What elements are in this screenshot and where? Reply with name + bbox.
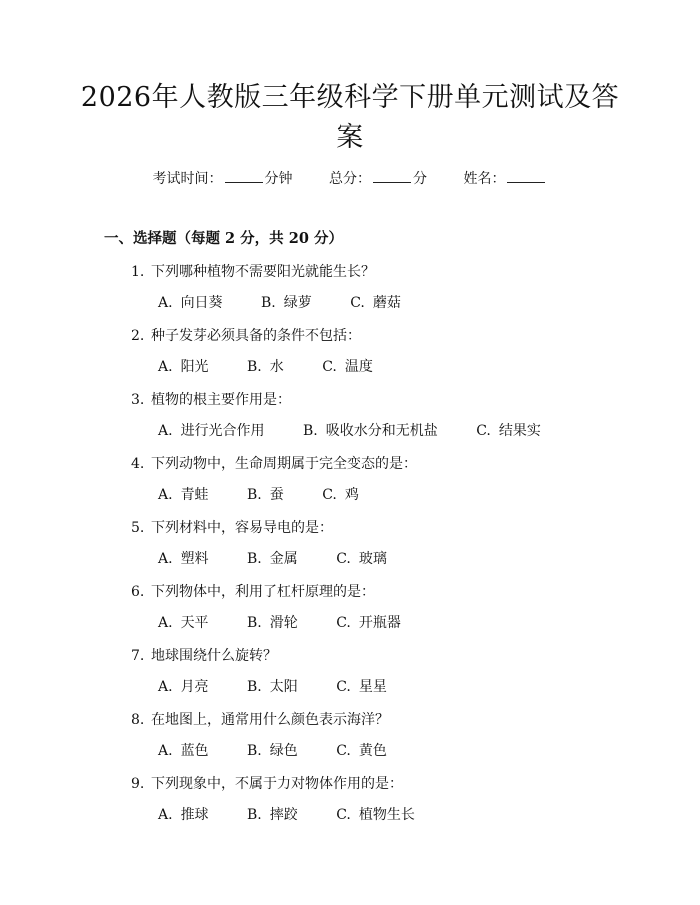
option-letter: C. — [350, 295, 365, 311]
option-a[interactable] — [158, 293, 223, 313]
option-c[interactable] — [336, 613, 401, 633]
question-list — [0, 262, 700, 838]
question-stem — [131, 710, 389, 730]
question-options — [158, 613, 435, 633]
option-b[interactable] — [247, 741, 298, 761]
option-b[interactable] — [261, 293, 312, 313]
option-letter: A. — [158, 615, 173, 631]
option-letter: A. — [158, 423, 173, 439]
option-letter: B. — [247, 551, 262, 567]
question-item — [0, 646, 700, 710]
option-text: 进行光合作用 — [180, 423, 265, 439]
option-b[interactable] — [247, 677, 298, 697]
option-a[interactable] — [158, 741, 209, 761]
option-b[interactable] — [247, 357, 284, 377]
question-number: 4. — [131, 456, 145, 472]
question-text: 下列哪种植物不需要阳光就能生长？ — [151, 264, 375, 280]
option-text: 金属 — [269, 551, 298, 567]
option-text: 太阳 — [269, 679, 298, 695]
option-letter: A. — [158, 359, 173, 375]
option-letter: A. — [158, 743, 173, 759]
question-number: 6. — [131, 584, 145, 600]
total-score-label: 总分： — [329, 171, 371, 187]
question-options — [158, 805, 449, 825]
question-item — [0, 710, 700, 774]
question-stem — [131, 774, 403, 794]
option-a[interactable] — [158, 485, 209, 505]
question-stem — [131, 454, 417, 474]
option-letter: C. — [322, 359, 337, 375]
option-text: 天平 — [180, 615, 209, 631]
question-options — [158, 549, 421, 569]
total-score — [329, 168, 427, 189]
option-letter: A. — [158, 295, 173, 311]
option-text: 月亮 — [180, 679, 209, 695]
option-text: 青蛙 — [180, 487, 209, 503]
question-stem — [131, 326, 361, 346]
option-letter: C. — [336, 615, 351, 631]
question-text: 下列动物中，生命周期属于完全变态的是： — [151, 456, 417, 472]
option-letter: A. — [158, 807, 173, 823]
option-letter: C. — [336, 807, 351, 823]
question-number: 1. — [131, 264, 145, 280]
section-heading: 一、选择题（每题 2 分，共 20 分） — [104, 230, 343, 247]
option-letter: B. — [303, 423, 318, 439]
question-options — [158, 741, 421, 761]
question-text: 下列现象中，不属于力对物体作用的是： — [151, 776, 403, 792]
option-c[interactable] — [476, 421, 541, 441]
option-a[interactable] — [158, 549, 209, 569]
question-number: 2. — [131, 328, 145, 344]
question-item — [0, 326, 700, 390]
option-text: 结果实 — [498, 423, 541, 439]
question-text: 种子发芽必须具备的条件不包括： — [151, 328, 361, 344]
option-text: 向日葵 — [180, 295, 223, 311]
option-letter: B. — [247, 807, 262, 823]
student-name-label: 姓名： — [463, 171, 506, 187]
question-number: 3. — [131, 392, 145, 408]
total-score-unit: 分 — [413, 171, 427, 187]
option-text: 开瓶器 — [358, 615, 401, 631]
option-letter: A. — [158, 679, 173, 695]
option-letter: B. — [261, 295, 276, 311]
option-text: 温度 — [344, 359, 373, 375]
total-score-blank[interactable] — [373, 168, 411, 183]
option-letter: B. — [247, 615, 262, 631]
exam-meta-line — [0, 168, 700, 189]
question-text: 植物的根主要作用是： — [151, 392, 291, 408]
option-c[interactable] — [336, 805, 415, 825]
question-stem — [131, 582, 375, 602]
question-stem — [131, 390, 291, 410]
option-b[interactable] — [247, 613, 298, 633]
student-name — [463, 168, 547, 189]
exam-time-unit: 分钟 — [264, 171, 293, 187]
option-b[interactable] — [247, 485, 284, 505]
question-number: 8. — [131, 712, 145, 728]
question-options — [158, 293, 435, 313]
option-a[interactable] — [158, 357, 209, 377]
option-letter: A. — [158, 551, 173, 567]
option-text: 星星 — [358, 679, 387, 695]
question-item — [0, 582, 700, 646]
option-a[interactable] — [158, 421, 265, 441]
exam-time-label: 考试时间： — [152, 171, 223, 187]
option-c[interactable] — [322, 357, 373, 377]
option-letter: C. — [336, 551, 351, 567]
option-c[interactable] — [350, 293, 401, 313]
option-text: 吸收水分和无机盐 — [325, 423, 438, 439]
page-title: 2026年人教版三年级科学下册单元测试及答案 — [80, 82, 620, 153]
option-c[interactable] — [336, 741, 387, 761]
question-options — [158, 677, 421, 697]
option-text: 阳光 — [180, 359, 209, 375]
option-a[interactable] — [158, 613, 209, 633]
question-stem — [131, 518, 333, 538]
option-b[interactable] — [303, 421, 438, 441]
question-text: 下列物体中，利用了杠杆原理的是： — [151, 584, 375, 600]
option-text: 滑轮 — [269, 615, 298, 631]
option-text: 推球 — [180, 807, 209, 823]
question-item — [0, 390, 700, 454]
option-text: 蚕 — [269, 487, 284, 503]
option-a[interactable] — [158, 677, 209, 697]
question-options — [158, 421, 575, 441]
question-number: 7. — [131, 648, 145, 664]
question-options — [158, 485, 393, 505]
question-item — [0, 454, 700, 518]
option-text: 摔跤 — [269, 807, 298, 823]
option-text: 玻璃 — [358, 551, 387, 567]
option-text: 水 — [269, 359, 284, 375]
option-letter: B. — [247, 487, 262, 503]
option-c[interactable] — [322, 485, 359, 505]
option-b[interactable] — [247, 549, 298, 569]
question-text: 地球围绕什么旋转？ — [151, 648, 277, 664]
option-letter: A. — [158, 487, 173, 503]
question-item — [0, 774, 700, 838]
option-text: 蓝色 — [180, 743, 209, 759]
option-letter: B. — [247, 679, 262, 695]
question-text: 下列材料中，容易导电的是： — [151, 520, 333, 536]
option-c[interactable] — [336, 549, 387, 569]
question-number: 9. — [131, 776, 145, 792]
student-name-blank[interactable] — [507, 168, 545, 183]
option-letter: C. — [336, 679, 351, 695]
option-letter: C. — [322, 487, 337, 503]
exam-time-blank[interactable] — [225, 168, 263, 183]
option-a[interactable] — [158, 805, 209, 825]
option-text: 绿色 — [269, 743, 298, 759]
option-c[interactable] — [336, 677, 387, 697]
question-stem — [131, 646, 277, 666]
option-text: 植物生长 — [358, 807, 415, 823]
option-text: 鸡 — [344, 487, 359, 503]
question-item — [0, 518, 700, 582]
question-stem — [131, 262, 375, 282]
option-letter: C. — [476, 423, 491, 439]
question-options — [158, 357, 407, 377]
exam-time — [153, 168, 293, 189]
option-letter: C. — [336, 743, 351, 759]
option-text: 塑料 — [180, 551, 209, 567]
option-text: 绿萝 — [283, 295, 312, 311]
question-text: 在地图上，通常用什么颜色表示海洋？ — [151, 712, 389, 728]
option-text: 黄色 — [358, 743, 387, 759]
question-item — [0, 262, 700, 326]
option-text: 蘑菇 — [372, 295, 401, 311]
question-number: 5. — [131, 520, 145, 536]
option-letter: B. — [247, 743, 262, 759]
option-b[interactable] — [247, 805, 298, 825]
option-letter: B. — [247, 359, 262, 375]
